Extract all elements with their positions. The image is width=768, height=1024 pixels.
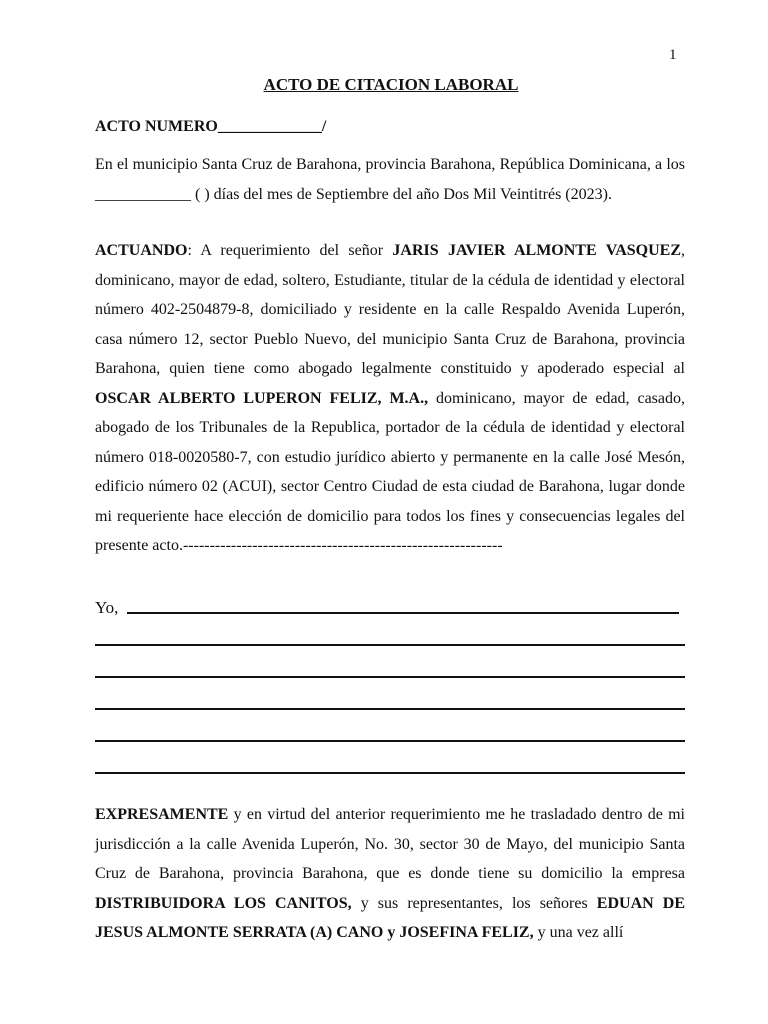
actuando-paragraph [95, 236, 685, 561]
abogado-name: OSCAR ALBERTO LUPERON FELIZ, M.A., [95, 389, 429, 407]
yo-line [95, 586, 685, 618]
expresamente-paragraph [95, 800, 685, 948]
acto-numero: ACTO NUMERO_____________/ [95, 118, 327, 135]
blank-line [127, 612, 679, 614]
intro-paragraph: En el municipio Santa Cruz de Barahona, provincia Barahona, República Dominicana, a los ____________ ( ) días del mes de Septiembre del año Dos Mil Veintitrés (2023). [95, 156, 685, 203]
blank-line [95, 740, 685, 742]
representantes-names: EDUAN DE JESUS ALMONTE SERRATA (A) CANO y JOSEFINA FELIZ, [95, 894, 685, 941]
actuando-text-2: , dominicano, mayor de edad, soltero, Estudiante, titular de la cédula de identidad y electoral número 402-2504879-8, domiciliado y residente en la calle Respaldo Avenida Luperón, casa número 12, sector Pueblo Nuevo, del municipio Santa Cruz de Barahona, provincia Barahona, quien tiene como abogado legalmente constituido y apoderado especial al [95, 242, 685, 377]
blank-line-row [95, 682, 685, 714]
expresamente-text-3: y una vez allí [533, 924, 624, 941]
alguacil-blank-block [95, 586, 685, 778]
blank-line-row [95, 650, 685, 682]
actuando-text-3: dominicano, mayor de edad, casado, abogado de los Tribunales de la Republica, portador de la cédula de identidad y electoral número 018-0020580-7, con estudio jurídico abierto y permanente en la calle José Mesón, edificio número 02 (ACUI), sector Centro Ciudad de esta ciudad de Barahona, lugar donde mi requeriente hace elección de domicilio para todos los fines y consecuencias legales del presente acto. [95, 389, 686, 554]
dash-filler: ------------------------------------------------------------ [182, 537, 503, 554]
page-number: 1 [669, 47, 677, 63]
expresamente-text-2: y sus representantes, los señores [351, 894, 597, 912]
expresamente-label: EXPRESAMENTE [95, 806, 229, 823]
blank-line [95, 676, 685, 678]
yo-label: Yo, [95, 598, 123, 617]
blank-line [95, 708, 685, 710]
document-title: ACTO DE CITACION LABORAL [263, 75, 519, 94]
blank-line [95, 772, 685, 774]
actuando-text-1: : A requerimiento del señor [187, 242, 393, 259]
empresa-name: DISTRIBUIDORA LOS CANITOS, [95, 894, 352, 912]
blank-line-row [95, 746, 685, 778]
requiriente-name: JARIS JAVIER ALMONTE VASQUEZ [392, 242, 681, 259]
expresamente-text-1: y en virtud del anterior requerimiento me he trasladado dentro de mi jurisdicción a la calle Avenida Luperón, No. 30, sector 30 de Mayo, del municipio Santa Cruz de Barahona, provincia Barahona, que es donde tiene su domicilio la empresa [95, 806, 685, 882]
blank-line-row [95, 714, 685, 746]
blank-line [95, 644, 685, 646]
actuando-label: ACTUANDO [95, 242, 188, 259]
blank-line-row [95, 618, 685, 650]
